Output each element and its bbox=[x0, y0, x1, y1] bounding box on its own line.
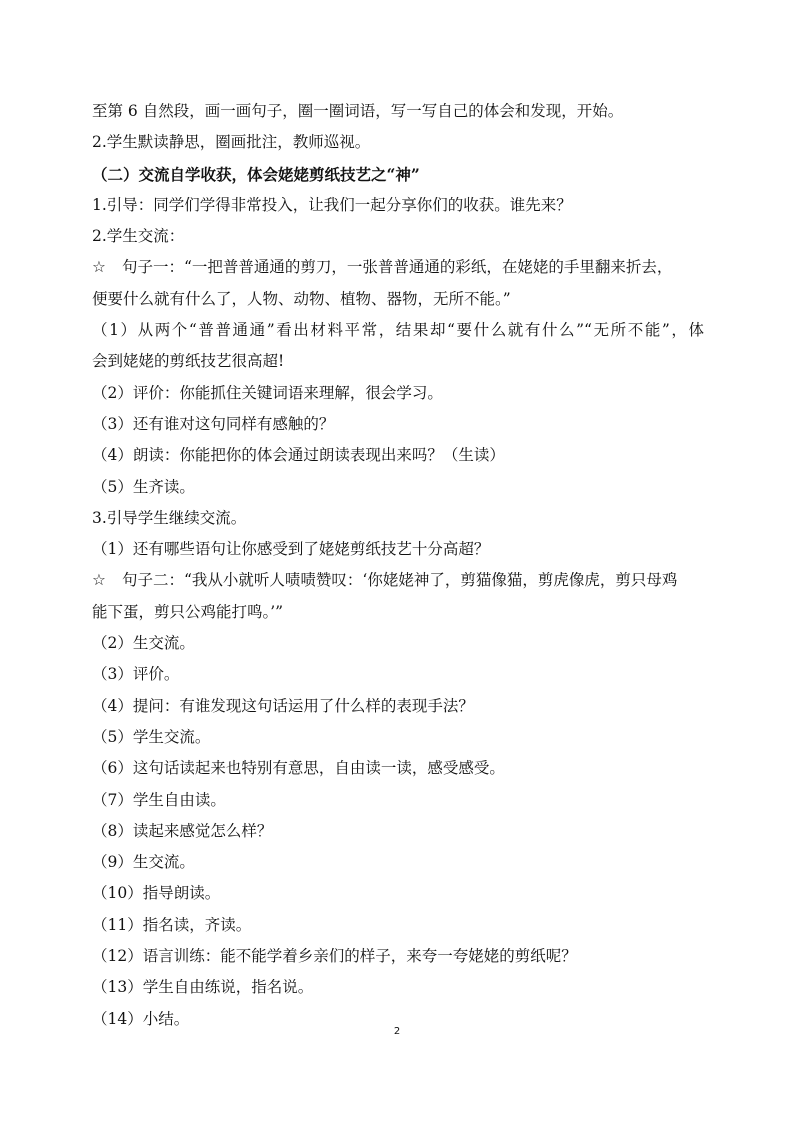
quote-line bbox=[92, 565, 704, 596]
paragraph-line: （3）还有谁对这句同样有感触的？ bbox=[92, 414, 335, 433]
star-icon: ☆ bbox=[92, 571, 106, 590]
paragraph-line: （12）语言训练：能不能学着乡亲们的样子，来夸一夸姥姥的剪纸呢？ bbox=[92, 947, 577, 966]
paragraph-line: （10）指导朗读。 bbox=[92, 884, 221, 903]
page-number: 2 bbox=[393, 1026, 401, 1037]
paragraph-line: （5）生齐读。 bbox=[92, 477, 195, 496]
quote-text: 句子一：“一把普普通通的剪刀，一张普普通通的彩纸，在姥姥的手里翻来折去， bbox=[122, 258, 673, 277]
paragraph-line: （11）指名读，齐读。 bbox=[92, 915, 252, 934]
paragraph-line: （6）这句话读起来也特别有意思，自由读一读，感受感受。 bbox=[92, 759, 505, 778]
paragraph-line: 便要什么就有什么了，人物、动物、植物、器物，无所不能。” bbox=[92, 289, 511, 308]
paragraph-line: （1）还有哪些语句让你感受到了姥姥剪纸技艺十分高超？ bbox=[92, 540, 490, 559]
section-heading: （二）交流自学收获，体会姥姥剪纸技艺之“神” bbox=[92, 164, 420, 184]
paragraph-line: 能下蛋，剪只公鸡能打鸣。’” bbox=[92, 602, 284, 621]
paragraph-line: 1.引导：同学们学得非常投入，让我们一起分享你们的收获。谁先来？ bbox=[92, 195, 572, 214]
quote-text: 句子二：“我从小就听人啧啧赞叹：‘你姥姥神了，剪猫像猫，剪虎像虎，剪只母鸡 bbox=[122, 571, 678, 590]
page-content bbox=[92, 96, 704, 1035]
paragraph-line: （2）评价：你能抓住关键词语来理解，很会学习。 bbox=[92, 383, 443, 402]
star-icon: ☆ bbox=[92, 258, 106, 277]
paragraph-line: 3.引导学生继续交流。 bbox=[92, 508, 247, 527]
paragraph-line: 至第 6 自然段，画一画句子，圈一圈词语，写一写自己的体会和发现，开始。 bbox=[92, 102, 624, 120]
paragraph-line: （13）学生自由练说，指名说。 bbox=[92, 978, 314, 997]
paragraph-line: 会到姥姥的剪纸技艺很高超! bbox=[92, 352, 285, 371]
paragraph-line: （3）评价。 bbox=[92, 665, 180, 684]
paragraph-line: （2）生交流。 bbox=[92, 634, 195, 653]
paragraph-line: （4）朗读：你能把你的体会通过朗读表现出来吗？（生读） bbox=[92, 446, 505, 465]
paragraph-line: 2.学生默读静思，圈画批注，教师巡视。 bbox=[92, 133, 371, 152]
paragraph-line: （9）生交流。 bbox=[92, 853, 195, 872]
quote-line bbox=[92, 252, 704, 283]
paragraph-line: （4）提问：有谁发现这句话运用了什么样的表现手法？ bbox=[92, 696, 474, 715]
paragraph-line: 2.学生交流： bbox=[92, 227, 185, 246]
paragraph-line: （8）读起来感觉怎么样？ bbox=[92, 821, 273, 840]
paragraph-line: （1）从两个“普普通通”看出材料平常，结果却“要什么就有什么”“无所不能”，体 bbox=[92, 321, 704, 340]
paragraph-line: （7）学生自由读。 bbox=[92, 790, 226, 809]
paragraph-line: （5）学生交流。 bbox=[92, 727, 211, 746]
paragraph-line: （14）小结。 bbox=[92, 1009, 190, 1028]
